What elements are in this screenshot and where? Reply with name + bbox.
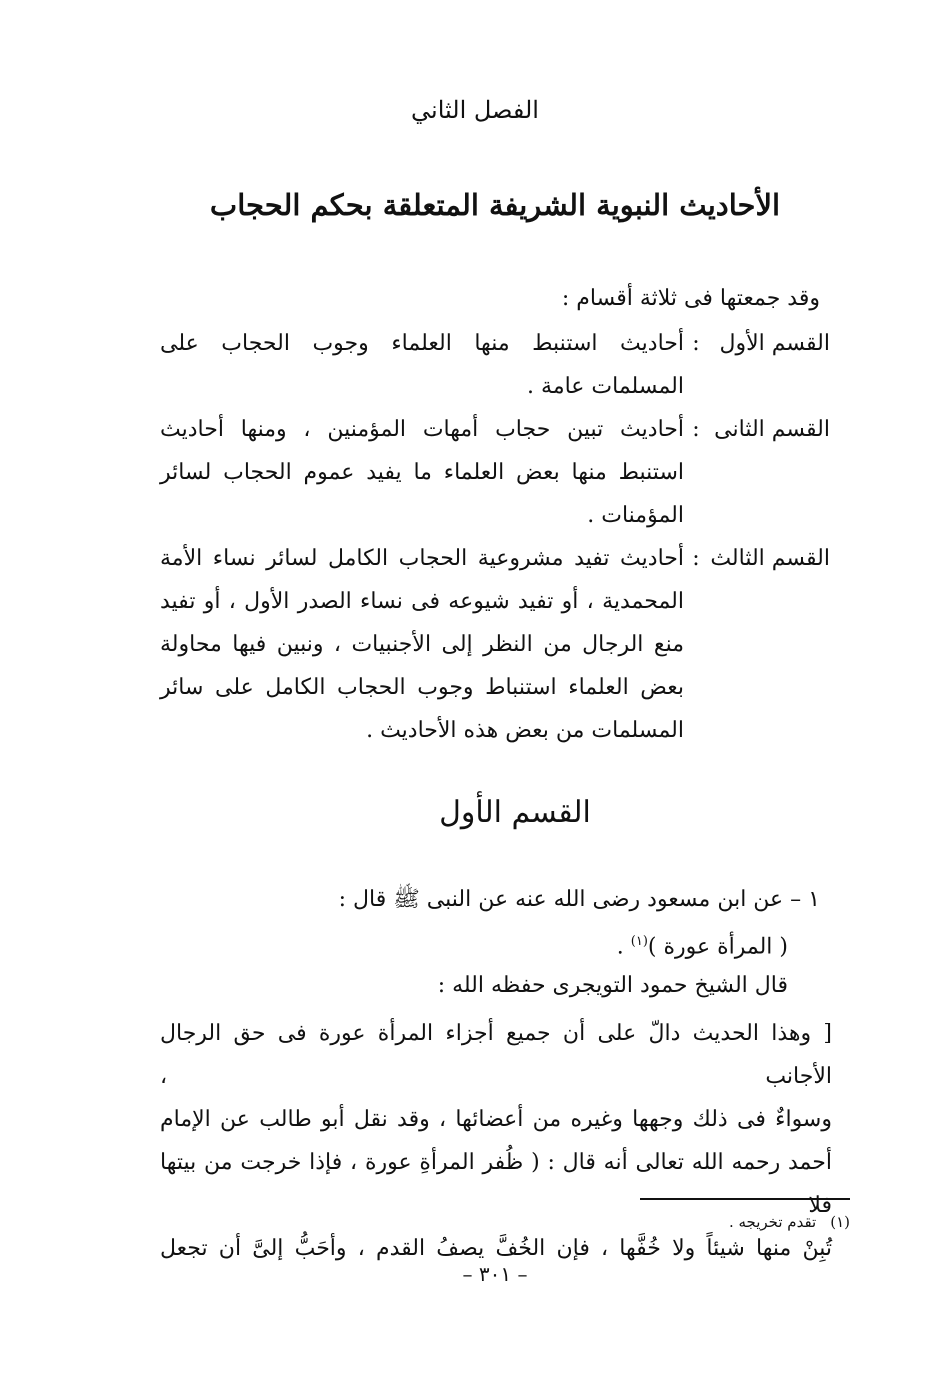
section-colon: : bbox=[692, 417, 700, 442]
section-description: أحاديث تفيد مشروعية الحجاب الكامل لسائر نساء الأمة المحمدية ، أو تفيد شيوعه فى نساء الصدر الأول ، أو تفيد منع الرجال من النظر إلى الأجنبيات ، ونبين فيها محاولة بعض العلماء استنباط وجوب الحجاب الكامل على سائر المسلمات من بعض هذه الأحاديث . bbox=[160, 546, 684, 743]
footnote-rule bbox=[640, 1198, 850, 1200]
section-colon: : bbox=[692, 331, 700, 356]
section-name: القسم الثانى bbox=[714, 417, 830, 442]
section-name: القسم الأول bbox=[719, 331, 830, 356]
footnote-reference: (١) bbox=[630, 934, 648, 949]
section-name: القسم الثالث bbox=[710, 546, 830, 571]
section-colon: : bbox=[692, 546, 700, 571]
hadith-text: ( المرأة عورة ) bbox=[647, 934, 788, 960]
hadith-line-1: ١ – عن ابن مسعود رضى الله عنه عن النبى ﷺ قال : bbox=[338, 887, 820, 912]
footnote-text: تقدم تخريجه . bbox=[728, 1213, 817, 1231]
page-number: – ٣٠١ – bbox=[462, 1262, 528, 1286]
footnote-number: (١) bbox=[830, 1213, 850, 1231]
section-row-2 bbox=[160, 408, 830, 537]
hadith-line-3: قال الشيخ حمود التويجرى حفظه الله : bbox=[437, 973, 788, 998]
quote-line: وسواءٌ فى ذلك وجهها وغيره من أعضائها ، وقد نقل أبو طالب عن الإمام bbox=[160, 1107, 832, 1132]
quote-line: أحمد رحمه الله تعالى أنه قال : ( ظُفر المرأةِ عورة ، فإذا خرجت من بيتها فلا bbox=[160, 1150, 832, 1218]
section-heading: القسم الأول bbox=[439, 795, 591, 830]
quote-line: تُبِنْ منها شيئاً ولا خُفَّها ، فإن الخُفَّ يصفُ القدم ، وأحَبُّ إلىَّ أن تجعل bbox=[160, 1236, 832, 1261]
hadith-line-2 bbox=[617, 922, 788, 967]
section-description: أحاديث استنبط منها العلماء وجوب الحجاب على المسلمات عامة . bbox=[160, 331, 684, 399]
chapter-label: الفصل الثاني bbox=[411, 96, 539, 124]
section-row-1 bbox=[160, 322, 830, 408]
quote-line: [ وهذا الحديث دالّ على أن جميع أجزاء المرأة عورة فى حق الرجال الأجانب ، bbox=[160, 1021, 832, 1089]
page-title: الأحاديث النبوية الشريفة المتعلقة بحكم الحجاب bbox=[209, 188, 781, 222]
section-description: أحاديث تبين حجاب أمهات المؤمنين ، ومنها أحاديث استنبط منها بعض العلماء ما يفيد عموم الحجاب لسائر المؤمنات . bbox=[160, 417, 684, 528]
section-list bbox=[160, 322, 830, 752]
footnote bbox=[729, 1210, 850, 1234]
intro-line: وقد جمعتها فى ثلاثة أقسام : bbox=[561, 286, 820, 311]
hadith-line-end: . bbox=[616, 934, 631, 960]
section-row-3 bbox=[160, 537, 830, 752]
